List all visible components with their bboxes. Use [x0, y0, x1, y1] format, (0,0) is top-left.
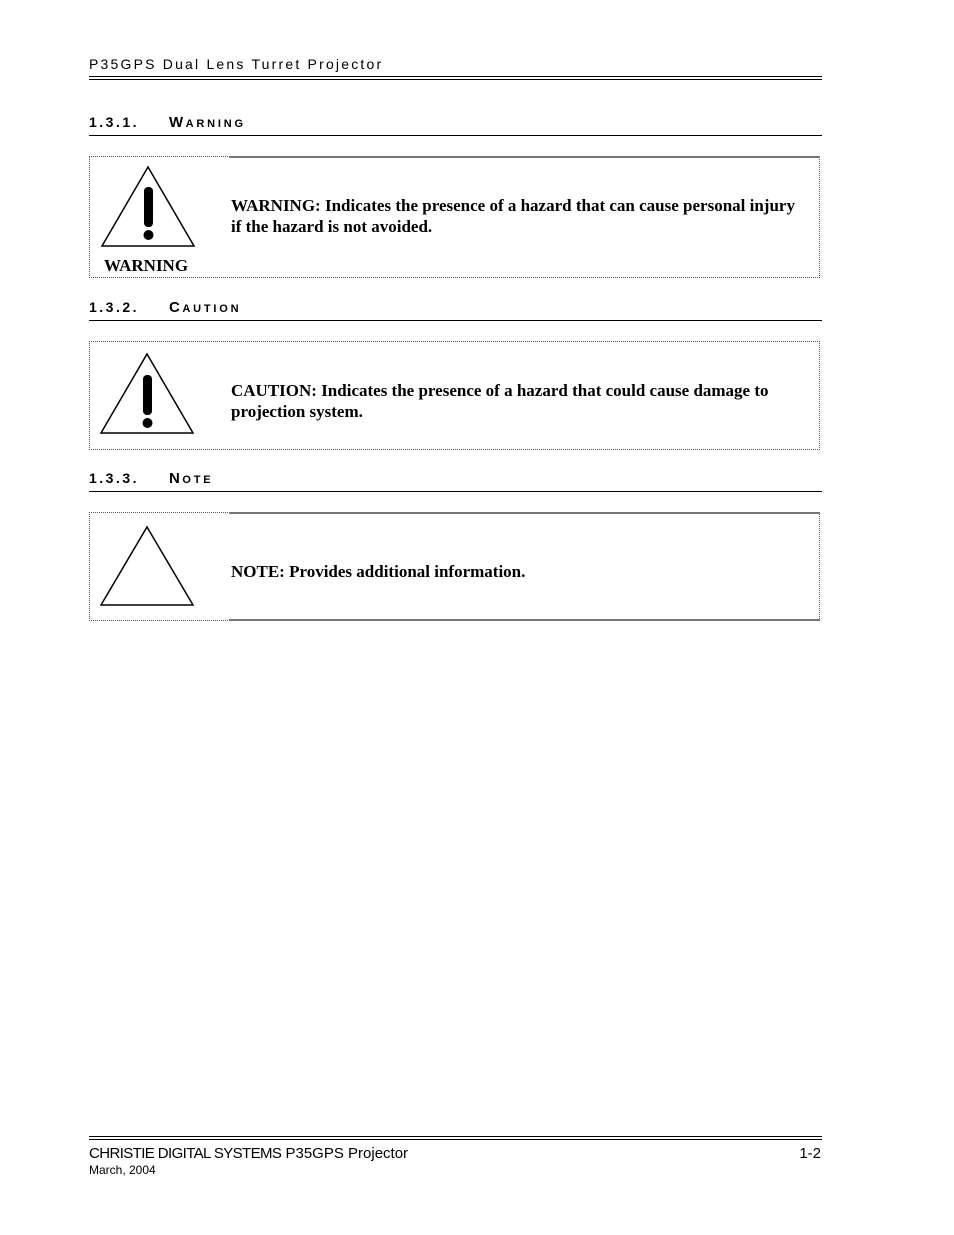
warning-icon-label: WARNING [104, 256, 189, 275]
section-number: 1.3.3. [89, 470, 140, 486]
footer-title [89, 1145, 408, 1162]
footer-date: March, 2004 [89, 1163, 156, 1177]
section-heading-warning [89, 114, 822, 136]
warning-box [89, 156, 820, 278]
header-rule [89, 76, 822, 77]
warning-icon-cell [90, 157, 229, 277]
page-number: 1-2 [799, 1145, 821, 1162]
heading-rest: AUTION [182, 303, 242, 315]
heading-initial: N [169, 470, 183, 487]
heading-rest: ARNING [185, 118, 246, 130]
caution-icon-cell [90, 342, 229, 449]
section-number: 1.3.1. [89, 114, 140, 130]
running-header: P35GPS Dual Lens Turret Projector [89, 56, 384, 72]
section-heading-note [89, 470, 822, 492]
caution-text: CAUTION: Indicates the presence of a hazard that could cause damage to projection system. [231, 381, 769, 421]
footer-company: CHRISTIE DIGITAL SYSTEMS [89, 1145, 282, 1162]
heading-initial: W [169, 114, 186, 131]
note-icon-cell [90, 513, 229, 620]
header-rule [89, 79, 822, 80]
caution-box [89, 341, 820, 450]
section-number: 1.3.2. [89, 299, 140, 315]
section-heading-caution [89, 299, 822, 321]
caution-exclamation-triangle-icon [90, 342, 229, 449]
footer-product: P35GPS Projector [285, 1145, 409, 1162]
footer-rule [89, 1139, 822, 1140]
note-box [89, 512, 820, 621]
heading-rest: OTE [182, 474, 214, 486]
note-triangle-icon [90, 513, 229, 620]
note-text: NOTE: Provides additional information. [231, 562, 526, 581]
heading-initial: C [169, 299, 183, 316]
footer-rule [89, 1136, 822, 1137]
warning-text: WARNING: Indicates the presence of a hazard that can cause personal injury if the hazard is not avoided. [231, 196, 795, 236]
